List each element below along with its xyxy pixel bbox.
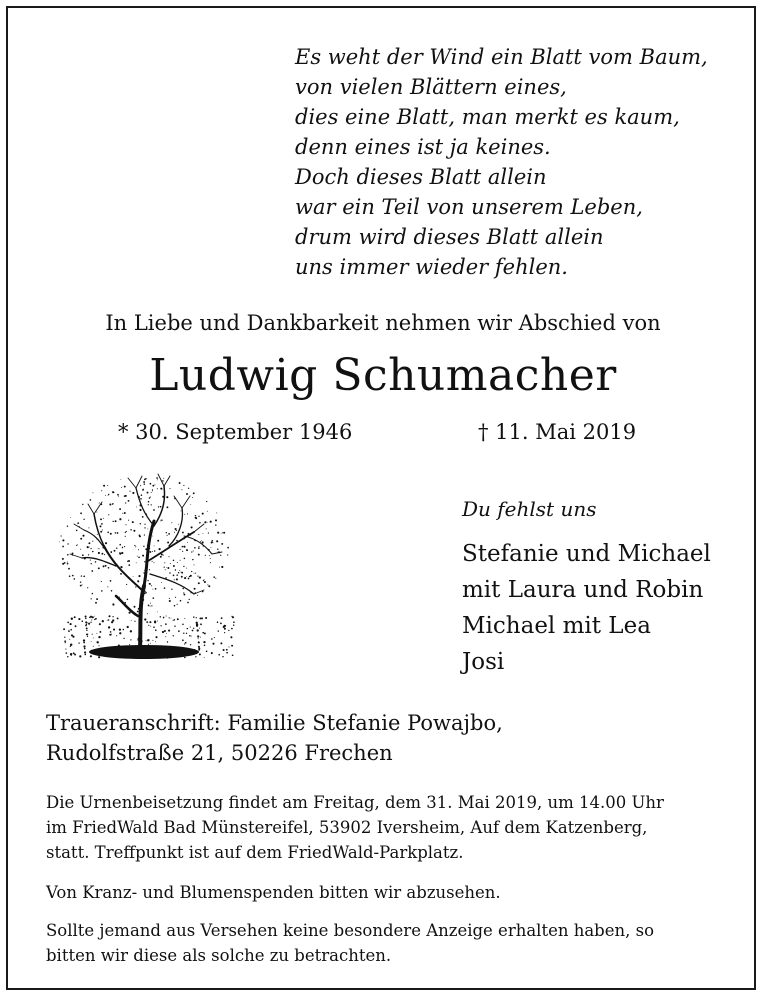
poem-line: war ein Teil von unserem Leben, (295, 195, 643, 219)
poem-line: von vielen Blättern eines, (295, 75, 567, 99)
family-member: Josi (462, 649, 505, 675)
family-member: Stefanie und Michael (462, 541, 711, 567)
poem-line: dies eine Blatt, man merkt es kaum, (295, 105, 680, 129)
poem-line: uns immer wieder fehlen. (295, 255, 568, 279)
poem-line: Es weht der Wind ein Blatt vom Baum, (295, 45, 708, 69)
tree-icon (44, 466, 244, 671)
poem-line: denn eines ist ja keines. (295, 135, 551, 159)
family-member: Michael mit Lea (462, 613, 651, 639)
birth-date: * 30. September 1946 (118, 420, 353, 444)
notice-paragraph (46, 918, 726, 968)
death-date: † 11. Mai 2019 (478, 420, 637, 444)
poem (295, 42, 708, 282)
mourning-address (46, 708, 503, 768)
address-line: Traueranschrift: Familie Stefanie Powajbo, (46, 711, 503, 735)
poem-line: Doch dieses Blatt allein (295, 165, 547, 189)
intro-text: In Liebe und Dankbarkeit nehmen wir Abschied von (105, 311, 661, 335)
paragraph-line: Sollte jemand aus Versehen keine besondere Anzeige erhalten haben, so (46, 921, 655, 940)
flowers-paragraph: Von Kranz- und Blumenspenden bitten wir abzusehen. (46, 883, 501, 902)
missyou-text: Du fehlst uns (462, 497, 597, 521)
burial-paragraph (46, 790, 726, 865)
paragraph-line: Die Urnenbeisetzung findet am Freitag, dem 31. Mai 2019, um 14.00 Uhr (46, 793, 664, 812)
family-member: mit Laura und Robin (462, 577, 704, 603)
paragraph-line: bitten wir diese als solche zu betrachten. (46, 946, 392, 965)
family-list (462, 536, 711, 680)
paragraph-line: statt. Treffpunkt ist auf dem FriedWald-Parkplatz. (46, 843, 464, 862)
address-line: Rudolfstraße 21, 50226 Frechen (46, 741, 393, 765)
deceased-name: Ludwig Schumacher (149, 350, 617, 401)
paragraph-line: im FriedWald Bad Münstereifel, 53902 Iversheim, Auf dem Katzenberg, (46, 818, 648, 837)
poem-line: drum wird dieses Blatt allein (295, 225, 604, 249)
